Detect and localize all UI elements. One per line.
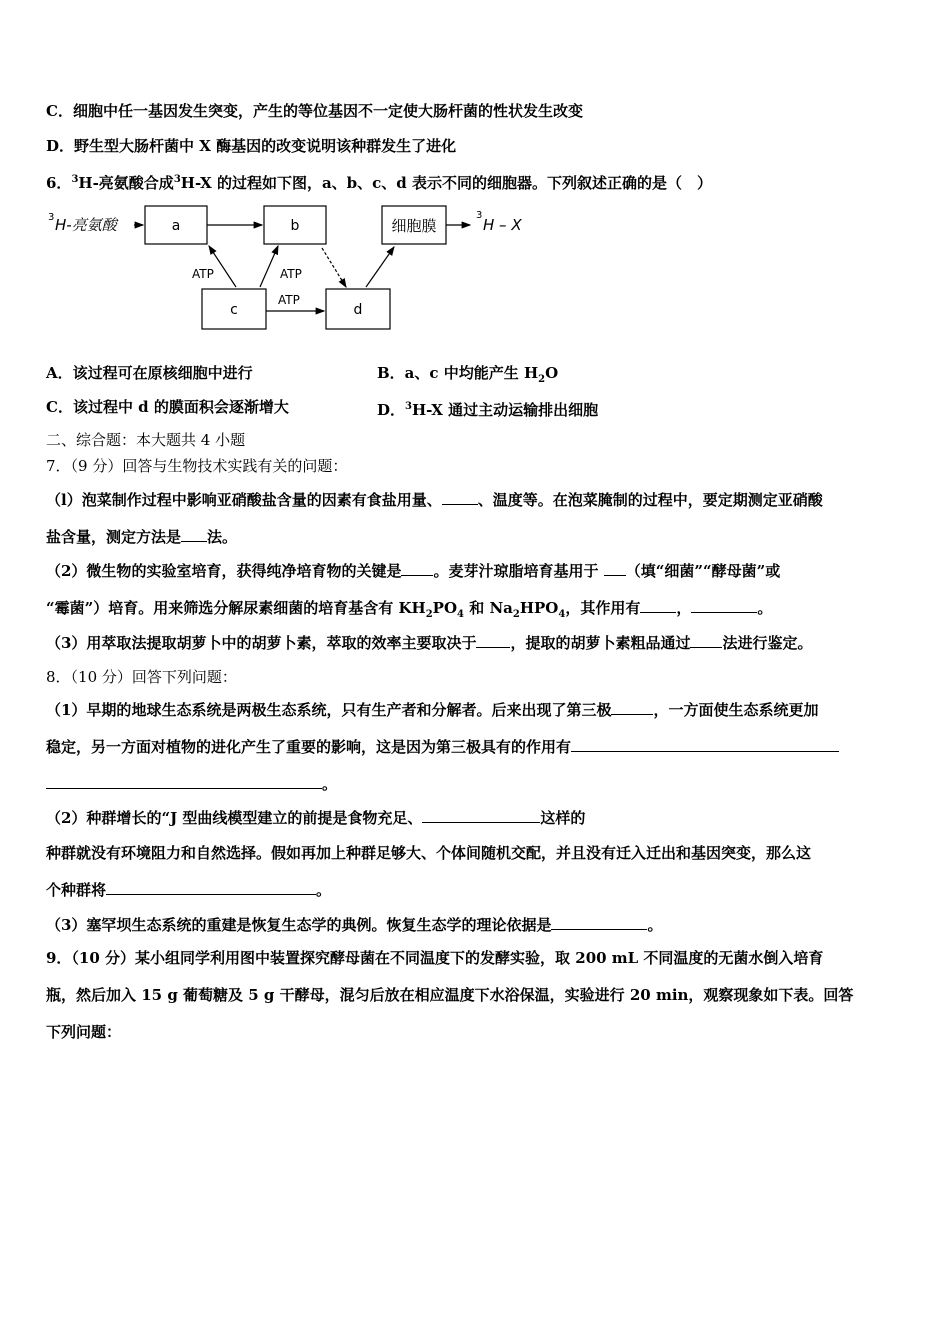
svg-text:细胞膜: 细胞膜 bbox=[391, 217, 437, 235]
q8-part1-line2: 稳定，另一方面对植物的进化产生了重要的影响，这是因为第三极具有的作用有 bbox=[46, 737, 839, 757]
q6-option-c: C．该过程中 d 的膜面积会逐渐增大 bbox=[46, 398, 289, 416]
q7-part2-line1: （2）微生物的实验室培育，获得纯净培育物的关键是 。麦芽汁琼脂培育基用于 （填“细菌”“酵母菌”或 bbox=[46, 562, 781, 580]
svg-text:b: b bbox=[290, 218, 300, 234]
q5-option-c: C．细胞中任一基因发生突变，产生的等位基因不一定使大肠杆菌的性状发生改变 bbox=[46, 102, 583, 120]
svg-text:a: a bbox=[171, 218, 181, 234]
q8-part2-line1: （2）种群增长的“J 型曲线模型建立的前提是食物充足、 这样的 bbox=[46, 809, 586, 827]
q6-option-a: A．该过程可在原核细胞中进行 bbox=[46, 364, 253, 382]
q7-part3: （3）用萃取法提取胡萝卜中的胡萝卜素，萃取的效率主要取决于 ，提取的胡萝卜素粗品通过 法进行鉴定。 bbox=[46, 634, 813, 652]
q8-part3: （3）塞罕坝生态系统的重建是恢复生态学的典例。恢复生态学的理论依据是 。 bbox=[46, 916, 663, 934]
q9-line2: 瓶，然后加入 15 g 葡萄糖及 5 g 干酵母，混匀后放在相应温度下水浴保温，实验进行 20 min，观察现象如下表。回答 bbox=[46, 986, 854, 1004]
q7-heading: 7．（9 分）回答与生物技术实践有关的问题： bbox=[46, 457, 348, 475]
end-label: H – X bbox=[483, 216, 522, 234]
q6-option-d: D．$^3$H-X 通过主动运输排出细胞 bbox=[377, 401, 599, 419]
atp-label-1: ATP bbox=[192, 267, 214, 281]
start-label-sup: 3 bbox=[48, 212, 55, 223]
q8-part2-line2: 种群就没有环境阻力和自然选择。假如再加上种群足够大、个体间随机交配，并且没有迁入迁出和基因突变，那么这 bbox=[46, 844, 812, 862]
svg-text:d: d bbox=[353, 302, 363, 318]
q8-heading: 8．（10 分）回答下列问题： bbox=[46, 668, 237, 686]
svg-text:c: c bbox=[230, 302, 238, 318]
q7-part2-line2: “霉菌”）培育。用来筛选分解尿素细菌的培育基含有 $KH_2PO_4$ 和 $Na_2HPO_4$，其作用有 ， 。 bbox=[46, 599, 773, 620]
atp-label-2: ATP bbox=[280, 267, 302, 281]
start-label: H-亮氨酸 bbox=[55, 216, 117, 234]
q9-line1: 9．（10 分）某小组同学利用图中装置探究酵母菌在不同温度下的发酵实验，取 200 mL 不同温度的无菌水倒入培育 bbox=[46, 949, 824, 967]
q9-line3: 下列问题： bbox=[46, 1023, 122, 1041]
end-label-sup: 3 bbox=[476, 210, 483, 221]
q7-part1-line1: （l）泡菜制作过程中影响亚硝酸盐含量的因素有食盐用量、 、温度等。在泡菜腌制的过程中，要定期测定亚硝酸 bbox=[46, 491, 823, 509]
q7-part1-line2: 盐含量，测定方法是 法。 bbox=[46, 528, 238, 546]
q6-stem: 6．$^3$H-亮氨酸合成$^3$H-X 的过程如下图，a、b、c、d 表示不同的细胞器。下列叙述正确的是（ ） bbox=[46, 174, 713, 192]
q6-option-b: B．a、c 中均能产生 $H_2O$ bbox=[377, 364, 559, 385]
q8-part1-line3: 。 bbox=[46, 774, 337, 794]
section-heading: 二、综合题：本大题共 4 小题 bbox=[46, 431, 246, 449]
atp-label-3: ATP bbox=[278, 293, 300, 307]
organelle-pathway-diagram bbox=[46, 200, 546, 340]
q5-option-d: D．野生型大肠杆菌中 X 酶基因的改变说明该种群发生了进化 bbox=[46, 137, 457, 155]
q8-part1-line1: （1）早期的地球生态系统是两极生态系统，只有生产者和分解者。后来出现了第三极 ，一方面使生态系统更加 bbox=[46, 701, 819, 719]
q8-part2-line3: 个种群将 。 bbox=[46, 881, 332, 899]
